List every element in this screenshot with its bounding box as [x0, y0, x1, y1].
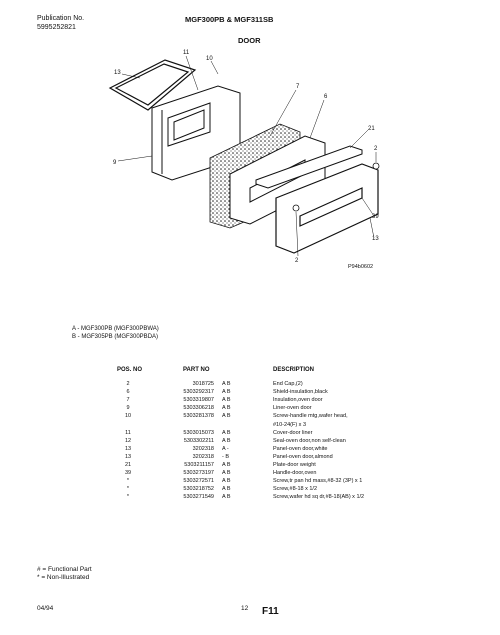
callout-39: 39 — [372, 214, 379, 220]
cell-part: 5303306218 — [183, 405, 214, 412]
cell-pos: * — [126, 494, 130, 501]
cell-desc: Screw,tr pan hd mass,#8-32 (3P) x 1 — [273, 478, 363, 485]
cell-models: A B — [222, 389, 231, 396]
cell-desc: Panel-oven door,white — [273, 445, 328, 452]
cell-models: A B — [222, 429, 231, 436]
cell-desc: End Cap,(2) — [273, 381, 303, 387]
cell-part: 5303302211 — [183, 437, 214, 444]
cell-pos: * — [126, 486, 130, 493]
cell-pos: 21 — [124, 462, 132, 468]
functional-part-note: # = Functional Part — [37, 566, 92, 573]
callout-2-bottom: 2 — [295, 258, 299, 264]
cell-models: A B — [222, 381, 231, 387]
cell-desc: Screw,wafer hd sq dr,#8-18(AB) x 1/2 — [273, 494, 365, 501]
cell-pos: 7 — [126, 397, 130, 404]
models-title: MGF300PB & MGF311SB — [185, 15, 274, 24]
cell-pos: 13 — [124, 453, 132, 460]
cell-part: 3202318 — [192, 445, 214, 452]
cell-part: 5303015073 — [183, 429, 214, 436]
cell-desc: Handle-door,oven — [273, 470, 317, 477]
cell-models: A B — [222, 397, 231, 404]
callout-9: 9 — [113, 160, 117, 166]
callout-11: 11 — [183, 50, 190, 56]
cell-part: 5303211157 — [184, 462, 214, 468]
cell-desc: Seal-oven door,non self-clean — [273, 437, 346, 444]
cell-desc: Shield-insulation,black — [273, 389, 328, 396]
cell-pos: 2 — [126, 381, 130, 387]
cell-models: A B — [222, 478, 231, 485]
cell-desc: Panel-oven door,almond — [273, 453, 333, 460]
model-legend — [72, 325, 159, 341]
model-a: A - MGF300PB (MGF300PBWA) — [72, 326, 159, 332]
footer-page: 12 — [241, 605, 249, 612]
callout-6: 6 — [324, 94, 328, 100]
cell-models: A B — [222, 462, 231, 468]
cell-pos: 12 — [124, 437, 132, 444]
cell-models: A B — [222, 470, 231, 477]
cell-part: 5303272571 — [183, 478, 214, 485]
cell-pos: 10 — [124, 413, 132, 420]
non-illustrated-note: * = Non-Illustrated — [37, 574, 90, 581]
cell-models: A B — [222, 486, 231, 493]
cell-desc: Cover-door liner — [273, 429, 313, 436]
callout-2-right: 2 — [374, 146, 378, 152]
cell-part: 5303273197 — [183, 470, 214, 477]
cell-desc: Screw-handle mtg,wafer head, — [273, 413, 348, 420]
callout-13-bottom: 13 — [372, 236, 379, 242]
cell-part: 5303218752 — [183, 486, 214, 493]
footer-code: F11 — [262, 606, 279, 617]
cell-desc: Liner-oven door — [273, 405, 312, 412]
cell-pos: 13 — [124, 445, 132, 452]
footer-date: 04/94 — [37, 605, 54, 612]
cell-models: A B — [222, 494, 231, 501]
cell-models: A B — [222, 413, 231, 420]
callout-13-top: 13 — [114, 70, 121, 76]
publication-label: Publication No. — [37, 15, 85, 22]
cell-models: A B — [222, 405, 231, 412]
col-pos-no: POS. NO — [117, 367, 143, 373]
callout-10: 10 — [206, 56, 213, 62]
cell-part: 5303281378 — [183, 413, 214, 420]
cell-desc: Plate-door weight — [273, 462, 316, 468]
cell-pos: 6 — [126, 389, 130, 396]
cell-pos: 11 — [125, 429, 131, 436]
figure-code: P94b0602 — [348, 264, 374, 270]
cell-part: 5303271549 — [183, 494, 214, 501]
cell-desc: Insulation,oven door — [273, 397, 323, 404]
cell-models: - B — [222, 453, 230, 460]
col-part-no: PART NO — [183, 367, 210, 373]
cell-pos: * — [126, 478, 130, 485]
door-seal-part — [110, 60, 195, 110]
cell-models: A B — [222, 437, 231, 444]
callout-7: 7 — [296, 84, 300, 90]
door-exploded-diagram — [100, 48, 400, 273]
cell-desc: Screw,#8-18 x 1/2 — [273, 486, 318, 493]
cell-part: 3202318 — [192, 453, 214, 460]
callout-21: 21 — [368, 126, 375, 132]
cell-models: A - — [222, 445, 229, 452]
cell-desc: #10-24(F) x 3 — [273, 421, 307, 428]
col-description: DESCRIPTION — [273, 367, 315, 373]
cell-pos: 9 — [126, 405, 130, 412]
cell-part: 5303292317 — [183, 389, 214, 396]
cell-part: 3018725 — [192, 381, 214, 387]
section-title: DOOR — [238, 36, 261, 45]
model-b: B - MGF305PB (MGF300PBDA) — [72, 334, 159, 340]
cell-pos: 39 — [124, 470, 132, 477]
cell-part: 5303319807 — [183, 397, 214, 404]
publication-number: 5995252821 — [37, 24, 76, 31]
